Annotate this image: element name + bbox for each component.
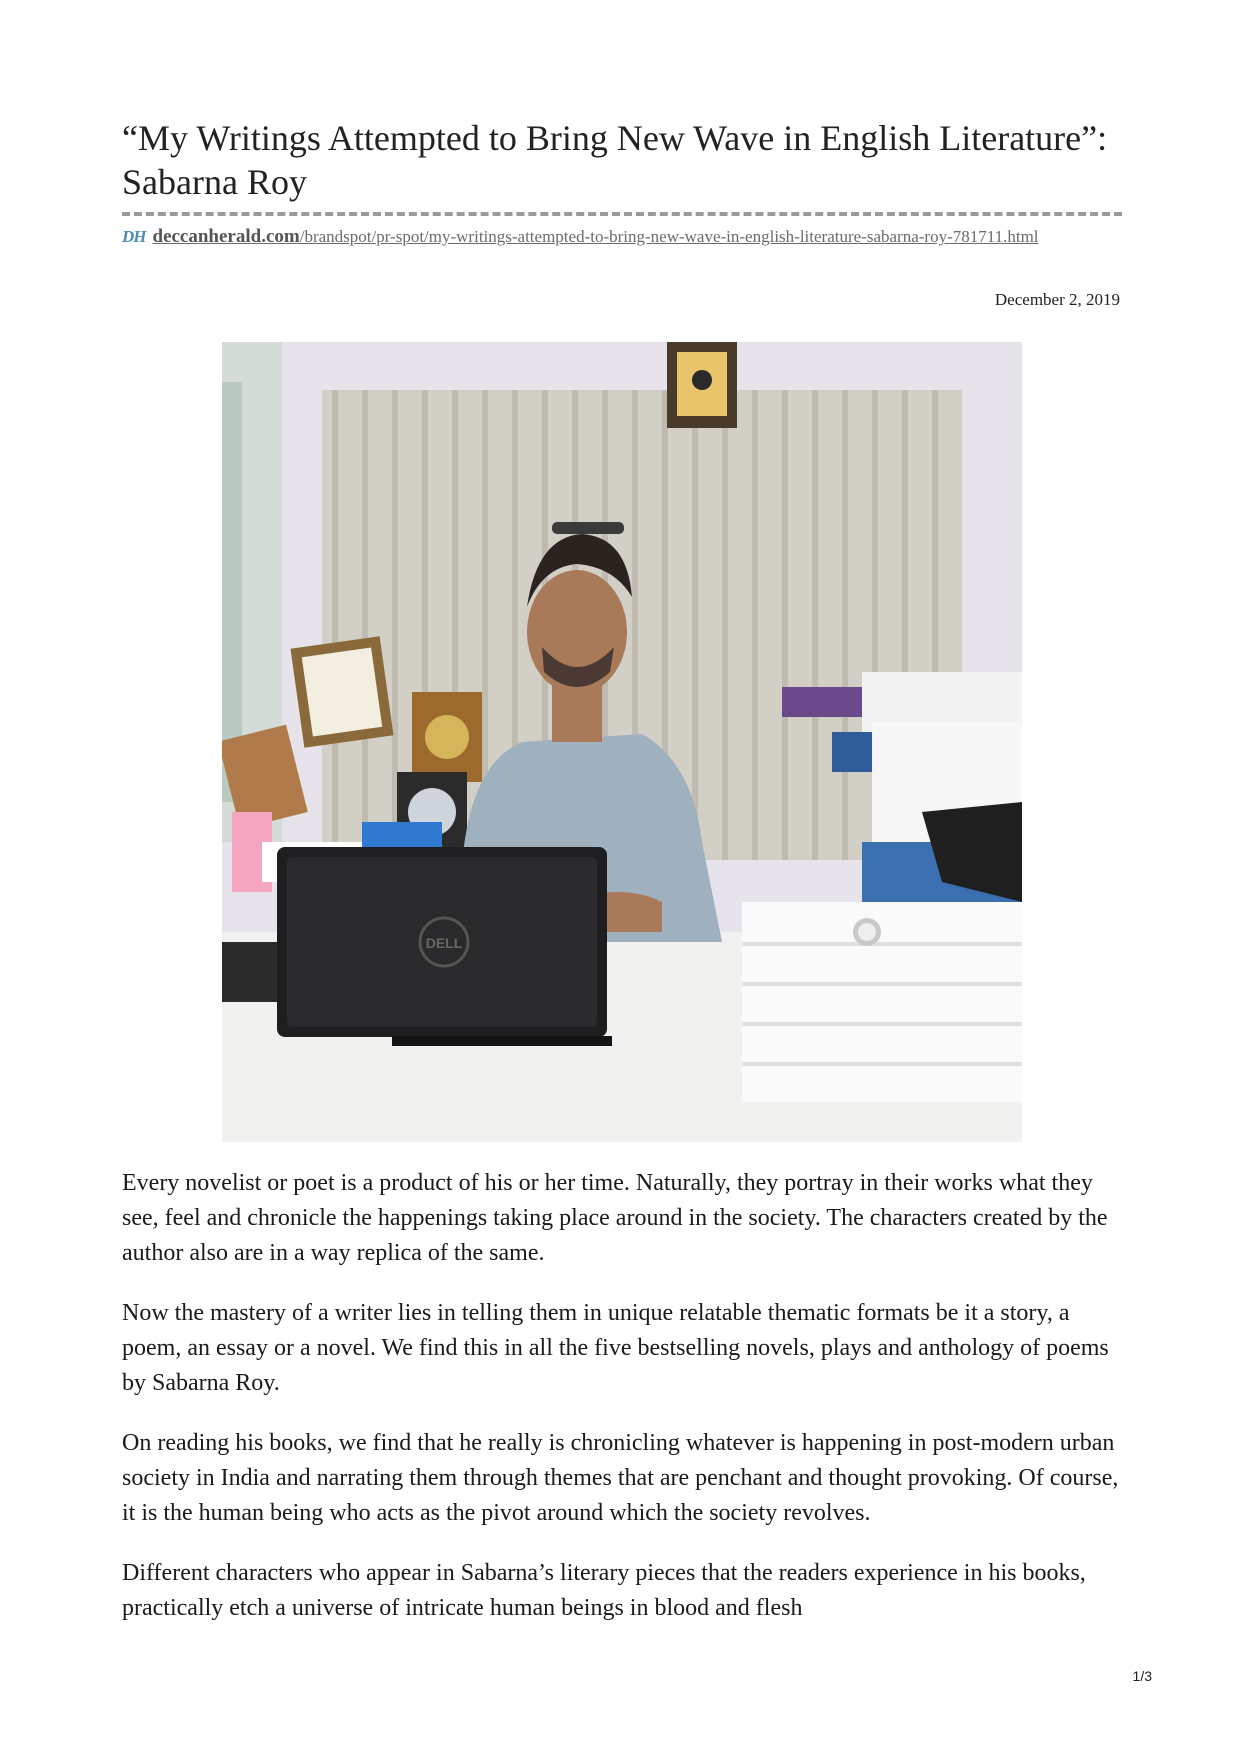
article-title: “My Writings Attempted to Bring New Wave in English Literature”: Sabarna Roy: [122, 118, 1108, 202]
paragraph: Every novelist or poet is a product of his or her time. Naturally, they portray in their works what they see, feel and chronicle the happenings taking place around in the society. The characters created by the author also are in a way replica of the same.: [122, 1170, 1108, 1266]
source-domain: deccanherald.com: [152, 226, 300, 247]
paragraph: On reading his books, we find that he really is chronicling whatever is happening in post-modern urban society in India and narrating them through themes that are penchant and thought provoking. Of course, it is the human being who acts as the pivot around which the society revolves.: [122, 1430, 1119, 1526]
title-divider: [122, 212, 1122, 216]
office-photo-illustration: [222, 342, 1022, 1142]
page-number: 1/3: [1132, 1668, 1152, 1684]
paragraph: Different characters who appear in Sabarna’s literary pieces that the readers experience in his books, practically etch a universe of intricate human beings in blood and flesh: [122, 1560, 1086, 1621]
paragraph: Now the mastery of a writer lies in telling them in unique relatable thematic formats be it a story, a poem, an essay or a novel. We find this in all the five bestselling novels, plays and anthology of poems by Sabarna Roy.: [122, 1300, 1109, 1396]
laptop-brand-label: DELL: [425, 935, 463, 951]
article-date: December 2, 2019: [994, 290, 1120, 309]
article-body: [122, 1166, 1122, 1651]
dh-logo-icon: DH: [122, 227, 146, 246]
source-line: [122, 224, 1122, 249]
source-path: /brandspot/pr-spot/my-writings-attempted-to-bring-new-wave-in-english-literature-sabarna-roy-781711.html: [299, 227, 1039, 246]
article-photo: [222, 342, 1022, 1142]
source-link[interactable]: [153, 227, 1039, 246]
